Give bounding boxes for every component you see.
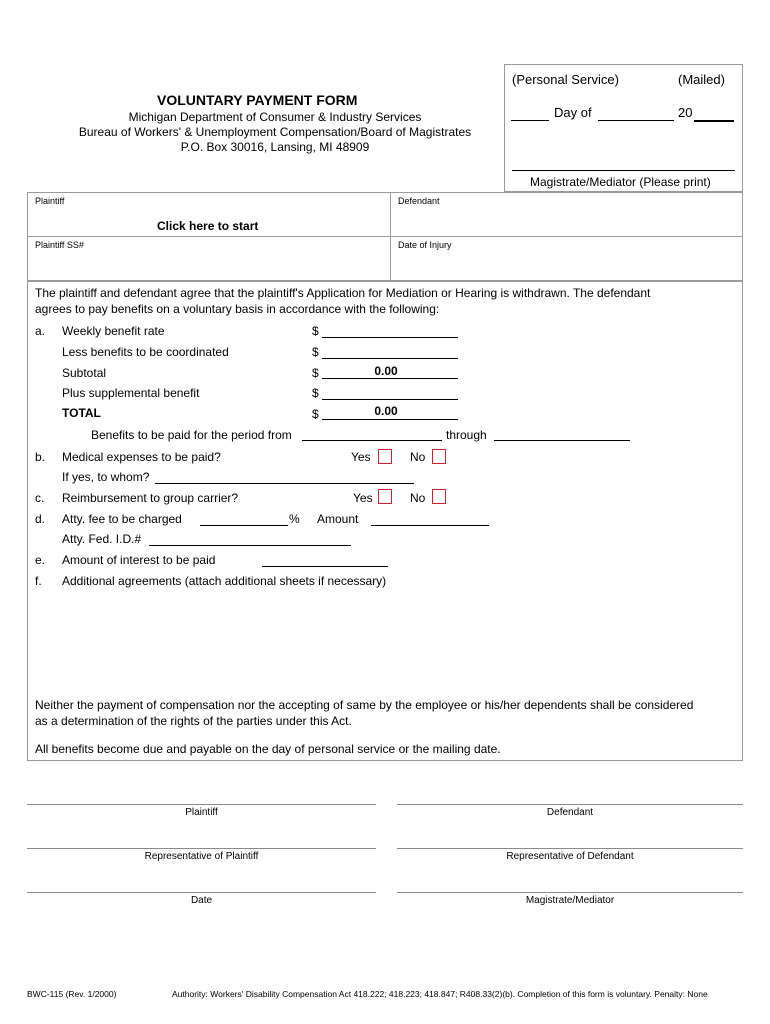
date-label: Date bbox=[190, 895, 213, 906]
total-label: TOTAL bbox=[62, 406, 101, 420]
less-benefits-label: Less benefits to be coordinated bbox=[62, 345, 229, 359]
weekly-rate-field[interactable] bbox=[322, 337, 458, 338]
medical-no-checkbox[interactable] bbox=[432, 449, 446, 464]
period-from-field[interactable] bbox=[302, 440, 442, 441]
atty-fed-id-field[interactable] bbox=[149, 545, 351, 546]
plaintiff-signature-line[interactable] bbox=[27, 804, 376, 805]
month-field[interactable] bbox=[598, 120, 674, 121]
day-of-label: Day of bbox=[554, 105, 592, 120]
supplemental-field[interactable] bbox=[322, 399, 458, 400]
interest-field[interactable] bbox=[262, 566, 388, 567]
disclaimer-line2: as a determination of the rights of the parties under this Act. bbox=[35, 714, 352, 728]
atty-fee-field[interactable] bbox=[200, 525, 288, 526]
subtotal-label: Subtotal bbox=[62, 366, 107, 380]
form-title: VOLUNTARY PAYMENT FORM bbox=[157, 92, 358, 108]
plaintiff-signature-label: Plaintiff bbox=[185, 807, 218, 818]
reimbursement-no-label: No bbox=[410, 491, 426, 505]
less-benefits-field[interactable] bbox=[322, 358, 458, 359]
atty-fee-percent: % bbox=[289, 512, 300, 526]
item-f-letter: f. bbox=[35, 574, 42, 588]
defendant-label: Defendant bbox=[398, 196, 440, 206]
reimbursement-label: Reimbursement to group carrier? bbox=[62, 491, 239, 505]
additional-agreements-area[interactable] bbox=[60, 592, 730, 688]
if-yes-label: If yes, to whom? bbox=[62, 470, 150, 484]
rep-plaintiff-label: Representative of Plaintiff bbox=[144, 851, 259, 862]
rep-plaintiff-signature-line[interactable] bbox=[27, 848, 376, 849]
medical-yes-checkbox[interactable] bbox=[378, 449, 392, 464]
reimbursement-yes-label: Yes bbox=[353, 491, 373, 505]
disclaimer-line1: Neither the payment of compensation nor the accepting of same by the employee or his/her dependents shall be considered bbox=[35, 698, 694, 712]
medical-yes-label: Yes bbox=[351, 450, 371, 464]
department-name: Michigan Department of Consumer & Industry Services bbox=[128, 110, 422, 124]
supplemental-dollar: $ bbox=[312, 386, 319, 400]
plaintiff-ss-label: Plaintiff SS# bbox=[35, 240, 84, 250]
item-d-letter: d. bbox=[35, 512, 46, 526]
year-field[interactable] bbox=[694, 120, 734, 122]
total-field[interactable] bbox=[322, 419, 458, 420]
item-e-letter: e. bbox=[35, 553, 46, 567]
item-b-letter: b. bbox=[35, 450, 46, 464]
less-benefits-dollar: $ bbox=[312, 345, 319, 359]
magistrate-name-field[interactable] bbox=[512, 170, 735, 171]
additional-label: Additional agreements (attach additional sheets if necessary) bbox=[62, 574, 387, 588]
magistrate-label: Magistrate/Mediator bbox=[525, 895, 615, 906]
address: P.O. Box 30016, Lansing, MI 48909 bbox=[180, 140, 370, 154]
click-to-start-button[interactable]: Click here to start bbox=[157, 219, 259, 233]
weekly-rate-label: Weekly benefit rate bbox=[62, 324, 165, 338]
reimbursement-no-checkbox[interactable] bbox=[432, 489, 446, 504]
reimbursement-yes-checkbox[interactable] bbox=[378, 489, 392, 504]
bureau-name: Bureau of Workers' & Unemployment Compensation/Board of Magistrates bbox=[78, 125, 472, 139]
period-through-label: through bbox=[446, 428, 487, 442]
subtotal-dollar: $ bbox=[312, 366, 319, 380]
form-id: BWC-115 (Rev. 1/2000) bbox=[27, 989, 117, 999]
atty-fed-id-label: Atty. Fed. I.D.# bbox=[62, 532, 142, 546]
subtotal-field[interactable] bbox=[322, 378, 458, 379]
date-of-injury-label: Date of Injury bbox=[398, 240, 452, 250]
medical-no-label: No bbox=[410, 450, 426, 464]
amount-label: Amount bbox=[317, 512, 359, 526]
period-through-field[interactable] bbox=[494, 440, 630, 441]
subtotal-value: 0.00 bbox=[374, 364, 398, 378]
agreement-intro-line2: agrees to pay benefits on a voluntary basis in accordance with the following: bbox=[35, 302, 440, 316]
rep-defendant-signature-line[interactable] bbox=[397, 848, 743, 849]
interest-label: Amount of interest to be paid bbox=[62, 553, 216, 567]
magistrate-print-label: Magistrate/Mediator (Please print) bbox=[530, 175, 711, 189]
magistrate-signature-line[interactable] bbox=[397, 892, 743, 893]
due-payable-note: All benefits become due and payable on the day of personal service or the mailing date. bbox=[35, 742, 501, 756]
item-c-letter: c. bbox=[35, 491, 45, 505]
item-a-letter: a. bbox=[35, 324, 46, 338]
mailed-label: (Mailed) bbox=[678, 72, 725, 87]
medical-label: Medical expenses to be paid? bbox=[62, 450, 221, 464]
weekly-rate-dollar: $ bbox=[312, 324, 319, 338]
atty-fee-label: Atty. fee to be charged bbox=[62, 512, 182, 526]
authority-note: Authority: Workers' Disability Compensation Act 418.222; 418.223; 418.847; R408.33(2)(b). Completion of this form is voluntary. Penalty: None bbox=[172, 989, 708, 999]
period-from-label: Benefits to be paid for the period from bbox=[91, 428, 292, 442]
total-value: 0.00 bbox=[374, 404, 398, 418]
defendant-signature-label: Defendant bbox=[546, 807, 594, 818]
supplemental-label: Plus supplemental benefit bbox=[62, 386, 200, 400]
if-yes-field[interactable] bbox=[155, 483, 414, 484]
plaintiff-label: Plaintiff bbox=[35, 196, 65, 206]
rep-defendant-label: Representative of Defendant bbox=[506, 851, 634, 862]
total-dollar: $ bbox=[312, 407, 319, 421]
parties-row-divider bbox=[27, 236, 743, 237]
date-signature-line[interactable] bbox=[27, 892, 376, 893]
agreement-intro-line1: The plaintiff and defendant agree that the plaintiff's Application for Mediation or Hearing is withdrawn. The defendant bbox=[35, 286, 651, 300]
personal-service-label: (Personal Service) bbox=[512, 72, 619, 87]
defendant-signature-line[interactable] bbox=[397, 804, 743, 805]
year-prefix-label: 20 bbox=[678, 105, 693, 120]
amount-field[interactable] bbox=[371, 525, 489, 526]
